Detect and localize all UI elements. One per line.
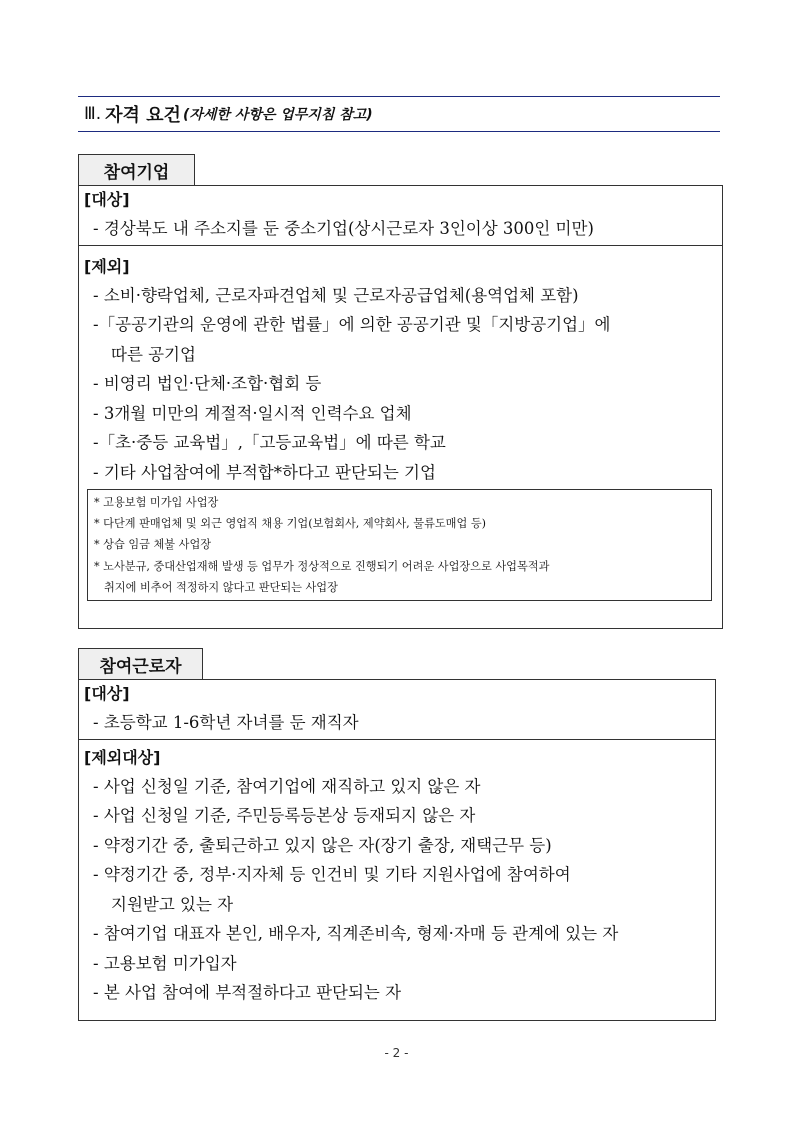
list-item: - 소비·향락업체, 근로자파견업체 및 근로자공급업체(용역업체 포함) bbox=[93, 285, 579, 305]
worker-tab-label: 참여근로자 bbox=[99, 657, 182, 677]
note-item: * 상습 임금 체불 사업장 bbox=[94, 538, 212, 552]
section-subtitle: (자세한 사항은 업무지침 참고) bbox=[182, 107, 373, 123]
divider bbox=[79, 739, 715, 740]
list-item: - 고용보험 미가입자 bbox=[93, 953, 237, 973]
company-exclusion-list bbox=[79, 281, 722, 488]
company-target-list bbox=[79, 214, 722, 244]
page-number: - 2 - bbox=[384, 1046, 409, 1060]
list-item: - 기타 사업참여에 부적합*하다고 판단되는 기업 bbox=[93, 462, 436, 482]
worker-exclusion-title: [제외대상] bbox=[84, 747, 161, 767]
list-item: 지원받고 있는 자 bbox=[111, 894, 234, 914]
list-item: - 사업 신청일 기준, 참여기업에 재직하고 있지 않은 자 bbox=[93, 776, 481, 796]
worker-target-list bbox=[79, 708, 715, 738]
worker-tab bbox=[78, 648, 203, 680]
list-item: 따른 공기업 bbox=[111, 344, 196, 364]
worker-box bbox=[78, 679, 716, 1021]
list-item: - 참여기업 대표자 본인, 배우자, 직계존비속, 형제·자매 등 관계에 있는 자 bbox=[93, 924, 619, 943]
note-item: 취지에 비추어 적정하지 않다고 판단되는 사업장 bbox=[104, 580, 338, 594]
list-item: -「초·중등 교육법」,「고등교육법」에 따른 학교 bbox=[93, 433, 446, 452]
company-tab bbox=[78, 154, 195, 186]
worker-target-title: [대상] bbox=[84, 684, 130, 703]
section-title: 자격 요건 bbox=[105, 105, 181, 126]
list-item: - 약정기간 중, 정부·지자체 등 인건비 및 기타 지원사업에 참여하여 bbox=[93, 865, 571, 884]
company-notes-box bbox=[87, 489, 712, 601]
list-item: - 약정기간 중, 출퇴근하고 있지 않은 자(장기 출장, 재택근무 등) bbox=[93, 835, 552, 855]
section-number: Ⅲ. bbox=[84, 104, 102, 124]
note-item: * 고용보험 미가입 사업장 bbox=[94, 496, 219, 509]
note-item: * 다단계 판매업체 및 외근 영업직 채용 기업(보험회사, 제약회사, 물류도매업 등) bbox=[94, 517, 487, 531]
list-item: - 3개월 미만의 계절적·일시적 인력수요 업체 bbox=[93, 403, 412, 423]
list-item: -「공공기관의 운영에 관한 법률」에 의한 공공기관 및「지방공기업」에 bbox=[93, 315, 611, 334]
worker-exclusion-list bbox=[79, 772, 715, 1008]
section-title-bar bbox=[78, 96, 720, 132]
list-item: - 초등학교 1-6학년 자녀를 둔 재직자 bbox=[93, 713, 359, 732]
list-item: - 본 사업 참여에 부적절하다고 판단되는 자 bbox=[93, 983, 402, 1002]
note-item: * 노사분규, 중대산업재해 발생 등 업무가 정상적으로 진행되기 어려운 사업장으로 사업목적과 bbox=[94, 559, 550, 573]
list-item: - 비영리 법인·단체·조합·협회 등 bbox=[93, 374, 322, 393]
list-item: - 사업 신청일 기준, 주민등록등본상 등재되지 않은 자 bbox=[93, 806, 476, 825]
company-tab-label: 참여기업 bbox=[103, 163, 170, 183]
divider bbox=[79, 245, 722, 246]
list-item: - 경상북도 내 주소지를 둔 중소기업(상시근로자 3인이상 300인 미만) bbox=[93, 219, 594, 238]
company-exclusion-title: [제외] bbox=[84, 256, 130, 276]
company-target-title: [대상] bbox=[84, 190, 130, 209]
company-box bbox=[78, 185, 723, 629]
